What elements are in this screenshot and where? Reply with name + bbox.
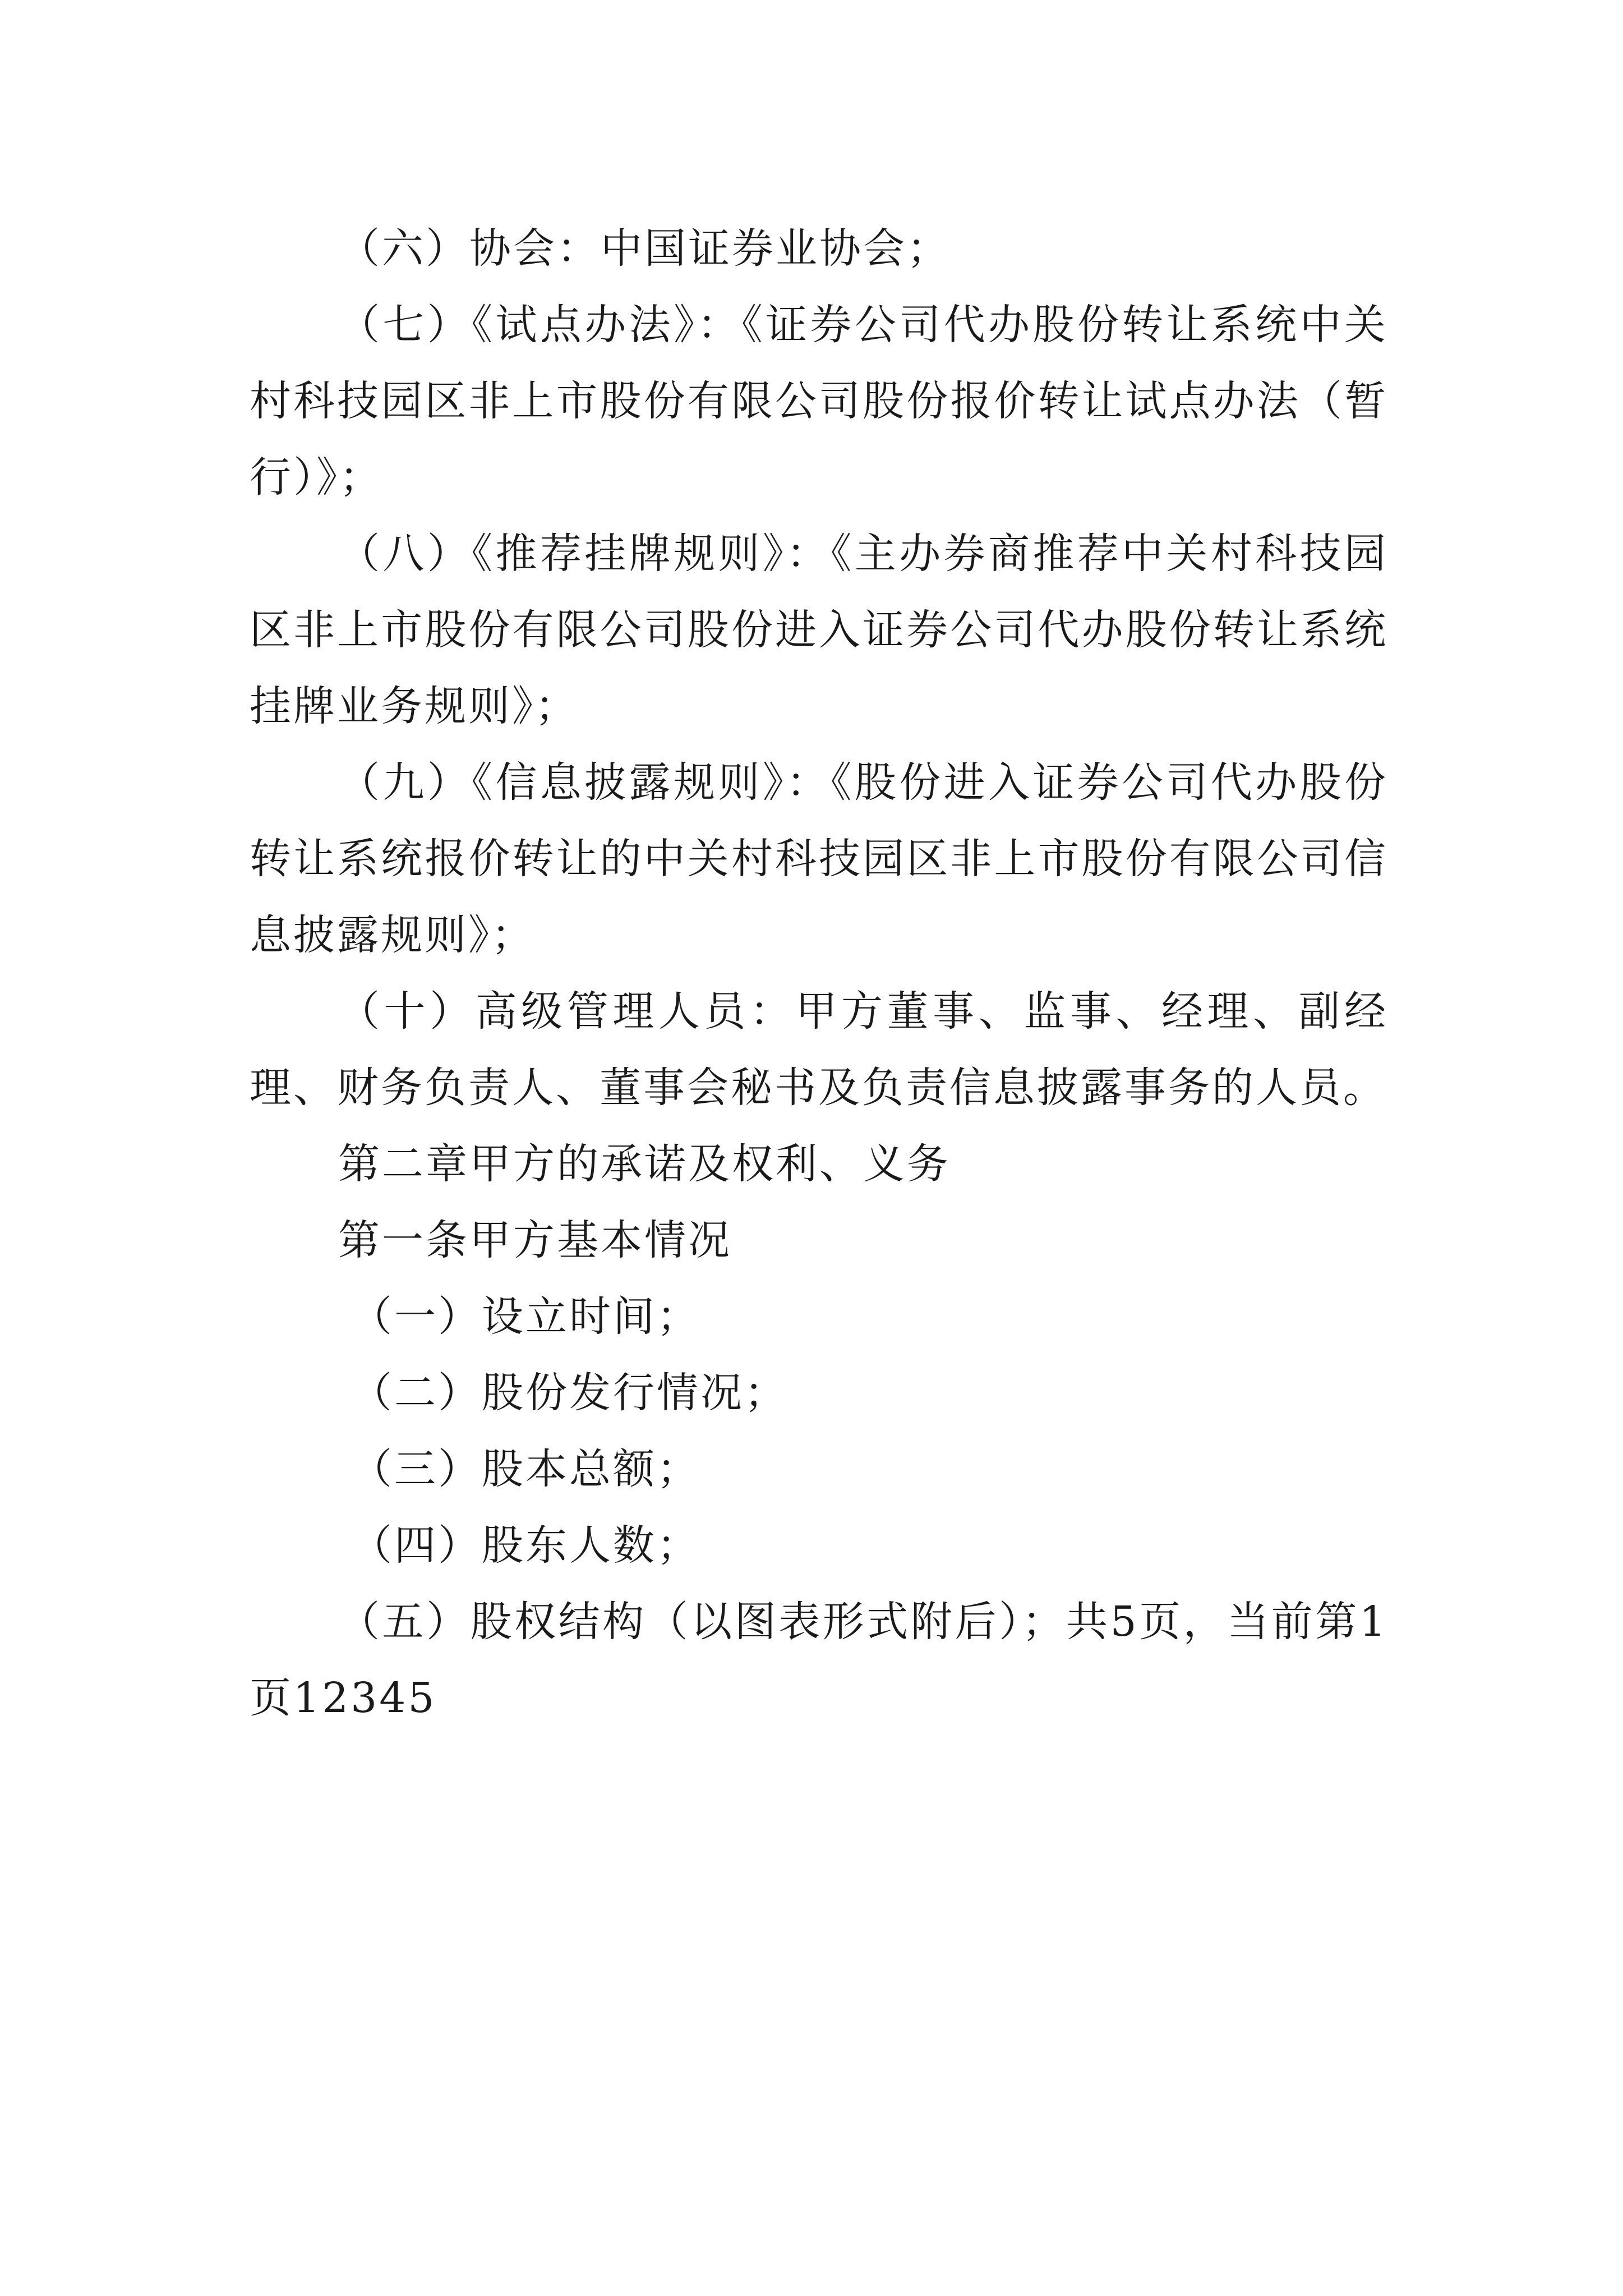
list-item-shareholder-count: （四）股东人数；: [351, 1521, 700, 1570]
document-body: [250, 210, 1388, 1736]
chapter-heading: 第二章甲方的承诺及权利、义务: [338, 1140, 951, 1188]
definition-senior-management: （十）高级管理人员：甲方董事、监事、经理、副经理、财务负责人、董事会秘书及负责信息披露事务的人员。: [250, 987, 1388, 1112]
list-item-establishment-time: （一）设立时间；: [351, 1292, 700, 1341]
definition-pilot-measures: （七）《试点办法》：《证券公司代办股份转让系统中关村科技园区非上市股份有限公司股份报价转让试点办法（暂行）》；: [250, 301, 1388, 501]
definition-disclosure-rules: （九）《信息披露规则》：《股份进入证券公司代办股份转让系统报价转让的中关村科技园区非上市股份有限公司信息披露规则》；: [250, 758, 1388, 959]
list-item-share-issuance: （二）股份发行情况；: [351, 1369, 788, 1417]
list-item-total-capital: （三）股本总额；: [351, 1445, 700, 1493]
list-item-equity-structure: （五）股权结构（以图表形式附后）；共5页，当前第1页12345: [250, 1598, 1388, 1722]
definition-association: （六）协会：中国证券业协会；: [338, 224, 951, 273]
article-heading: 第一条甲方基本情况: [338, 1216, 732, 1264]
definition-listing-rules: （八）《推荐挂牌规则》：《主办券商推荐中关村科技园区非上市股份有限公司股份进入证券公司代办股份转让系统挂牌业务规则》；: [250, 530, 1388, 730]
